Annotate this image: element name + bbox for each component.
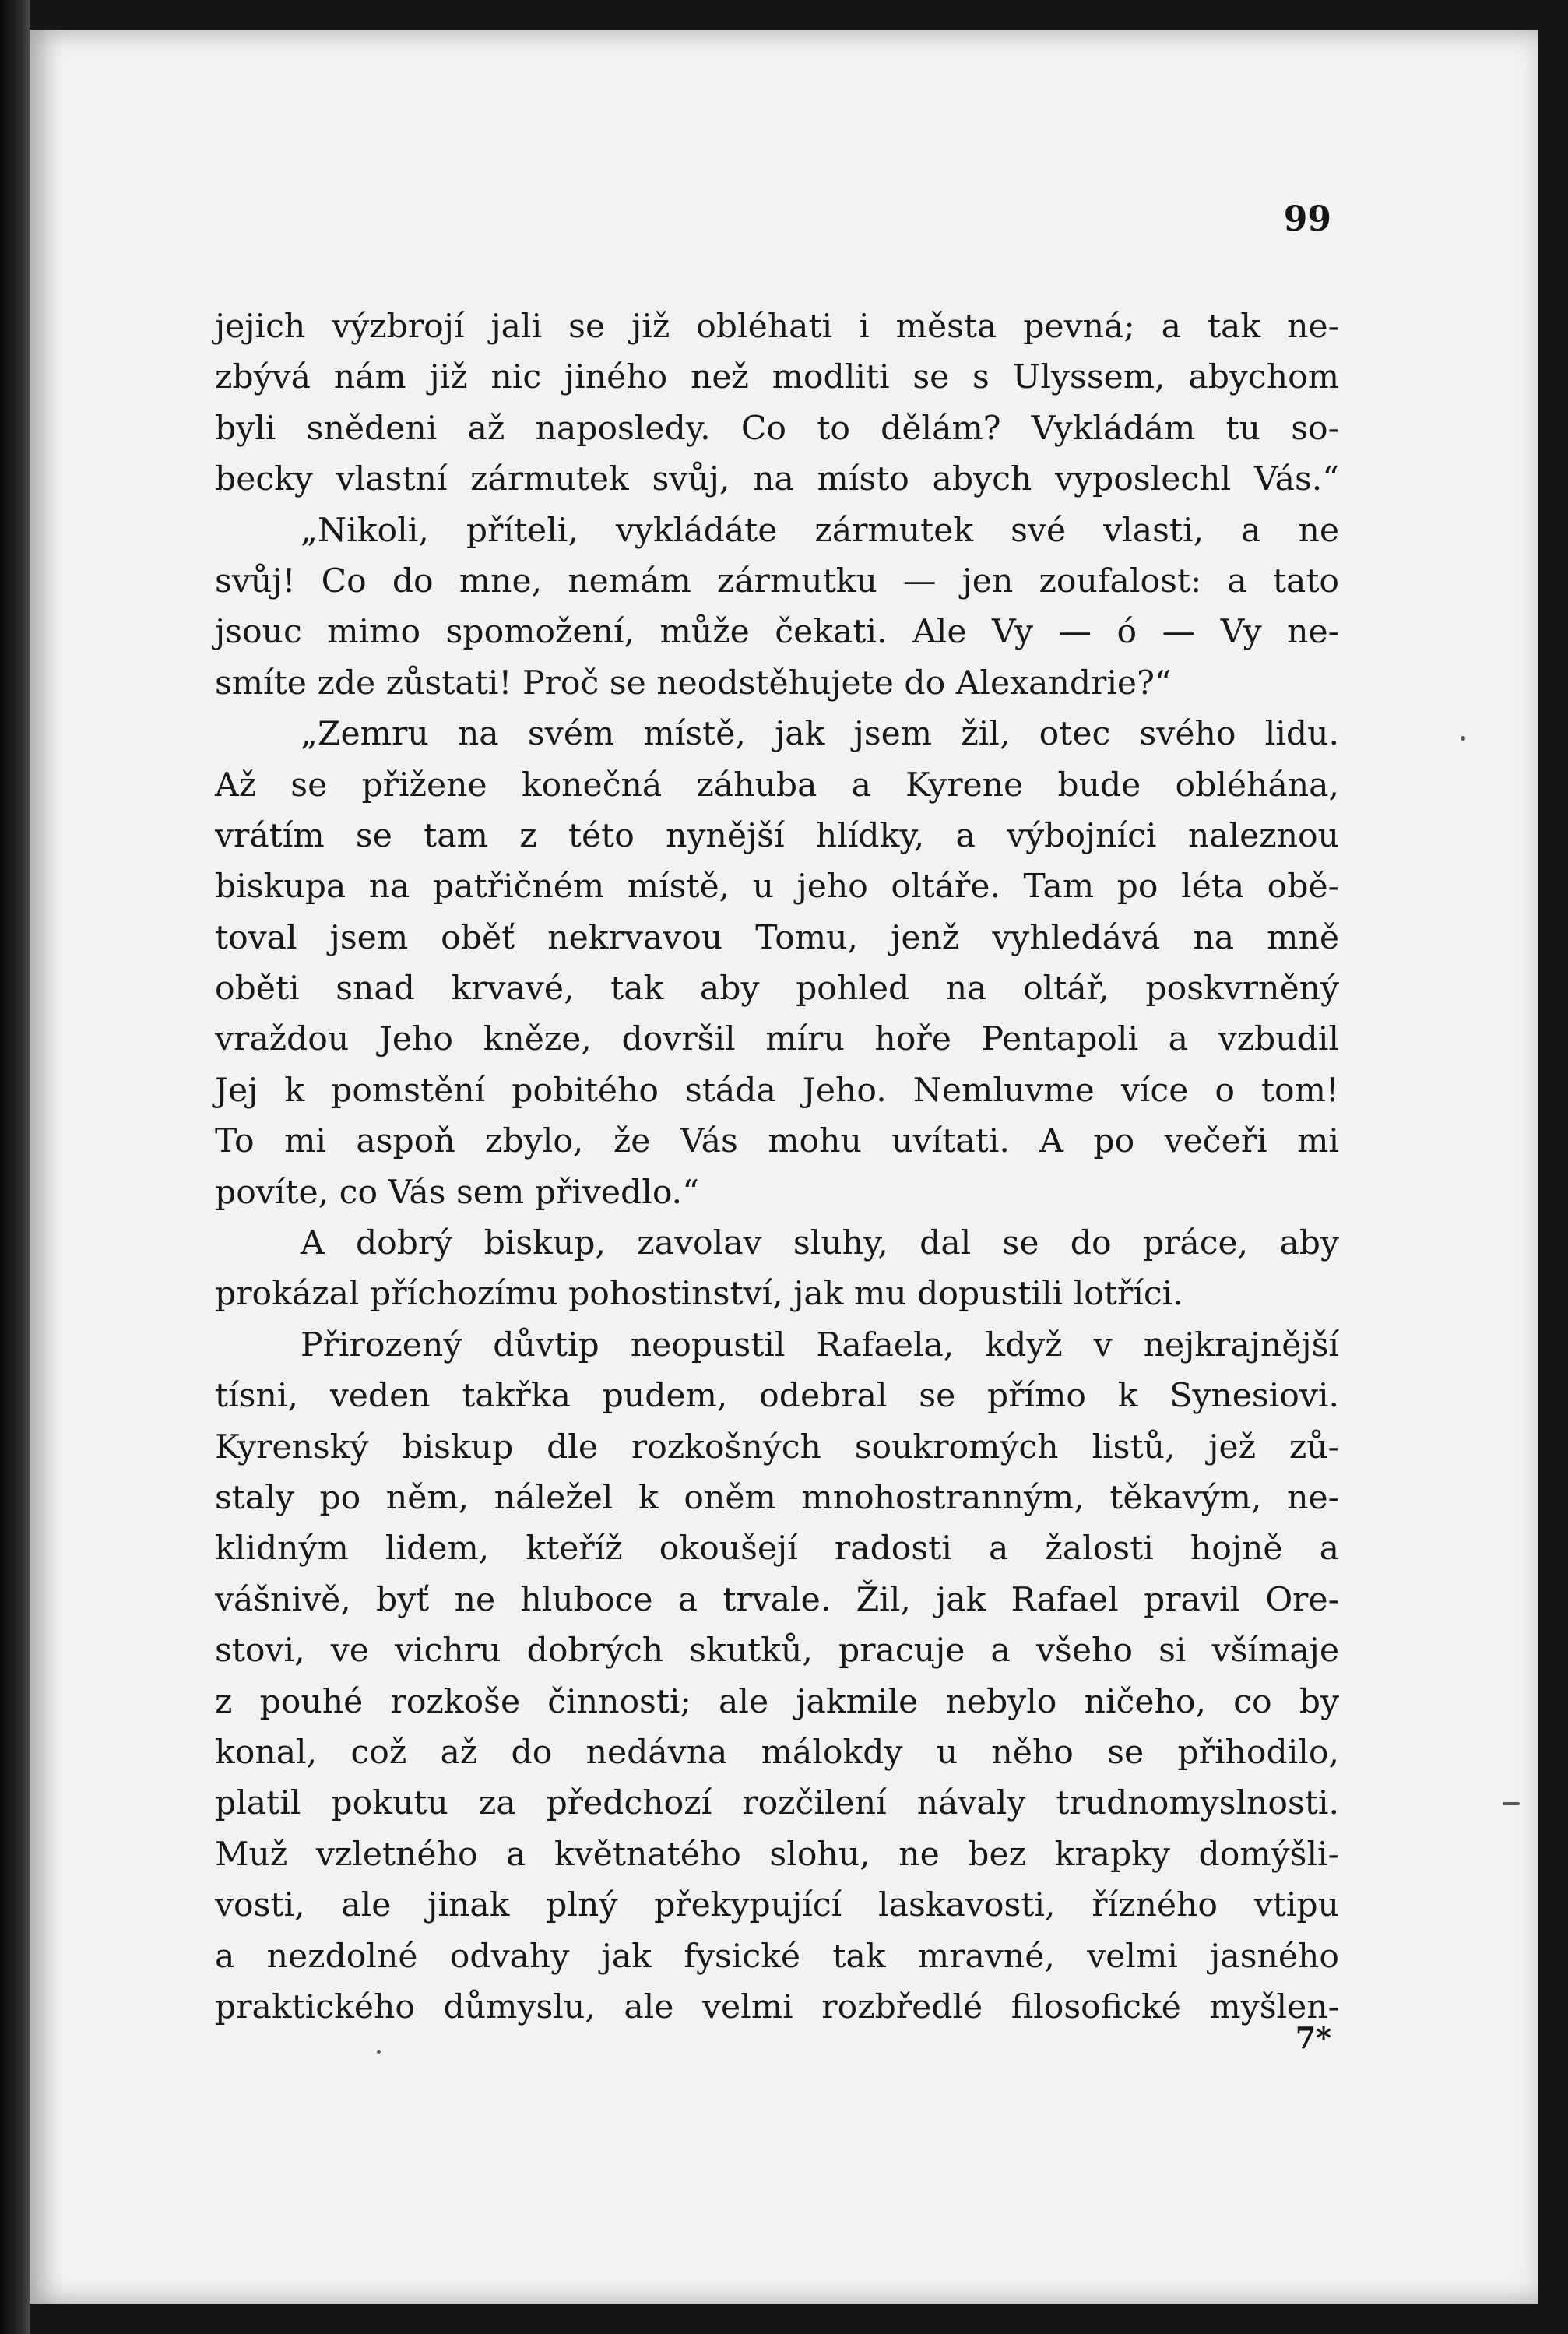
text-line: byli snědeni až naposledy. Co to dělám? Vykládám tu so- bbox=[215, 409, 1339, 448]
scan-speck bbox=[1461, 736, 1465, 741]
text-line: vraždou Jeho kněze, dovršil míru hoře Pentapoli a vzbudil bbox=[215, 1020, 1339, 1059]
text-line: „Nikoli, příteli, vykládáte zármutek své vlasti, a ne bbox=[301, 511, 1339, 550]
text-line: toval jsem oběť nekrvavou Tomu, jenž vyhledává na mně bbox=[215, 918, 1339, 957]
text-line: vrátím se tam z této nynější hlídky, a výbojníci naleznou bbox=[215, 816, 1339, 855]
text-line: Přirozený důvtip neopustil Rafaela, když v nejkrajnější bbox=[301, 1325, 1339, 1364]
text-line: jsouc mimo spomožení, může čekati. Ale Vy — ó — Vy ne- bbox=[215, 613, 1339, 652]
text-line: platil pokutu za předchozí rozčilení návaly trudnomyslnosti. bbox=[215, 1784, 1339, 1823]
text-line: prokázal příchozímu pohostinství, jak mu dopustili lotříci. bbox=[215, 1275, 1183, 1314]
text-line: klidným lidem, kteříž okoušejí radosti a žalosti hojně a bbox=[215, 1530, 1339, 1568]
text-line: Muž vzletného a květnatého slohu, ne bez krapky domýšli- bbox=[215, 1835, 1339, 1874]
text-line: z pouhé rozkoše činnosti; ale jakmile nebylo ničeho, co by bbox=[215, 1682, 1339, 1721]
text-line: oběti snad krvavé, tak aby pohled na oltář, poskvrněný bbox=[215, 970, 1339, 1009]
scan-speck bbox=[377, 2050, 381, 2054]
text-line: tísni, veden takřka pudem, odebral se přímo k Synesiovi. bbox=[215, 1377, 1339, 1416]
text-line: vášnivě, byť ne hluboce a trvale. Žil, jak Rafael pravil Ore- bbox=[215, 1580, 1339, 1619]
text-line: „Zemru na svém místě, jak jsem žil, otec svého lidu. bbox=[301, 715, 1339, 754]
text-line: Kyrenský biskup dle rozkošných soukromých listů, jež zů- bbox=[215, 1428, 1339, 1466]
body-text bbox=[215, 301, 1339, 2033]
text-line: smíte zde zůstati! Proč se neodstěhujete do Alexandrie?“ bbox=[215, 664, 1172, 702]
text-line: povíte, co Vás sem přivedlo.“ bbox=[215, 1173, 699, 1212]
text-line: becky vlastní zármutek svůj, na místo abych vyposlechl Vás.“ bbox=[215, 460, 1339, 499]
text-line: stovi, ve vichru dobrých skutků, pracuje a všeho si všímaje bbox=[215, 1632, 1339, 1670]
text-line: jejich výzbrojí jali se již obléhati i města pevná; a tak ne- bbox=[215, 308, 1339, 346]
text-line: biskupa na patřičném místě, u jeho oltáře. Tam po léta obě- bbox=[215, 868, 1339, 906]
text-line: Až se přižene konečná záhuba a Kyrene bude obléhána, bbox=[215, 766, 1339, 804]
text-line: Jej k pomstění pobitého stáda Jeho. Nemluvme více o tom! bbox=[215, 1071, 1339, 1110]
scan-speck bbox=[1503, 1802, 1520, 1805]
text-line: To mi aspoň zbylo, že Vás mohu uvítati. A po večeři mi bbox=[215, 1122, 1339, 1161]
text-line: konal, což až do nedávna málokdy u něho se přihodilo, bbox=[215, 1733, 1339, 1772]
text-line: A dobrý biskup, zavolav sluhy, dal se do práce, aby bbox=[301, 1224, 1339, 1263]
text-line: a nezdolné odvahy jak fysické tak mravné, velmi jasného bbox=[215, 1937, 1339, 1976]
text-line: svůj! Co do mne, nemám zármutku — jen zoufalost: a tato bbox=[215, 561, 1339, 600]
page-number: 99 bbox=[1283, 199, 1331, 239]
signature-mark: 7* bbox=[1295, 2020, 1331, 2055]
text-line: staly po něm, náležel k oněm mnohostranným, těkavým, ne- bbox=[215, 1478, 1339, 1517]
text-line: vosti, ale jinak plný překypující laskavosti, řízného vtipu bbox=[215, 1886, 1339, 1925]
text-line: zbývá nám již nic jiného než modliti se s Ulyssem, abychom bbox=[215, 358, 1339, 397]
book-binding-edge bbox=[0, 0, 30, 2334]
text-line: praktického důmyslu, ale velmi rozbředlé filosofické myšlen- bbox=[215, 1987, 1339, 2026]
